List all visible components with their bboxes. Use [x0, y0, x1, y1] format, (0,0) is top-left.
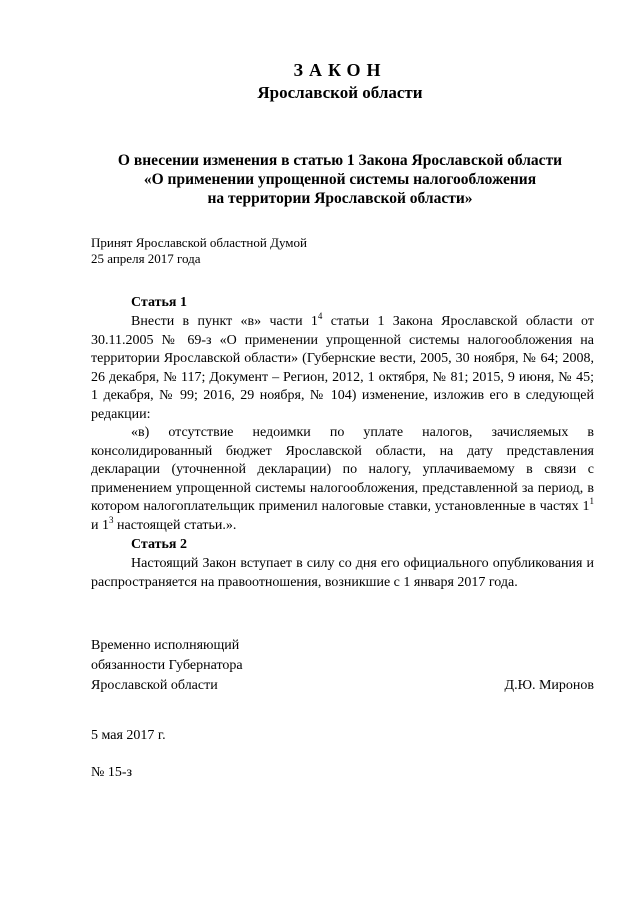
article-1-p1-text-b: статьи 1 Закона Ярославской области от 30.11.2005 № 69-з «О применении упрощенной системы налогообложения на территории Ярославской области» (Губернские вести, 2005, 30 ноября, № 64; 2008, 26 декабря, № 117; Документ – Регион, 2012, 1 октября, № 81; 2015, 9 июня, № 45; 1 декабря, № 99; 2016, 29 ноября, № 104) изменение, изложив его в следующей редакции: — [91, 314, 594, 422]
signature-line-2: обязанности Губернатора — [91, 658, 243, 673]
law-region: Ярославской области — [257, 83, 423, 102]
signatory-name: Д.Ю. Миронов — [504, 678, 594, 693]
article-1-p2-text-mid: и 1 — [91, 517, 109, 533]
article-1-title: Статья 1 — [131, 295, 187, 310]
article-1-p2-superscript-2: 3 — [109, 514, 114, 525]
article-1-paragraph-1 — [91, 313, 594, 424]
law-heading-line-3: на территории Ярославской области» — [207, 190, 473, 207]
article-1-p1-text-a: Внести в пункт «в» части 1 — [131, 314, 318, 329]
article-1-p2-text-end: настоящей статьи.». — [113, 517, 237, 533]
adopted-by: Принят Ярославской областной Думой — [91, 235, 307, 250]
article-2-paragraph: Настоящий Закон вступает в силу со дня его официального опубликования и распространяется на правоотношения, возникшие с 1 января 2017 года. — [91, 556, 594, 590]
article-2-title: Статья 2 — [131, 537, 187, 552]
signature-line-3: Ярославской области — [91, 678, 218, 693]
article-1-p2-superscript-1: 1 — [589, 496, 594, 506]
signature-line-1: Временно исполняющий — [91, 638, 240, 653]
law-heading-line-2: «О применении упрощенной системы налогообложения — [143, 171, 537, 188]
adopted-date: 25 апреля 2017 года — [91, 251, 201, 266]
article-1-p2-text-a: «в) отсутствие недоимки по уплате налогов, зачисляемых в консолидированный бюджет Ярославской области, на дату представления декларации (уточненной декларации) по налогу, уплачиваемому в связи с применением упрощенной системы налогообложения, представленной за период, в котором налогоплательщик применил налоговые ставки, установленные в частях 1 — [91, 425, 594, 514]
signing-date: 5 мая 2017 г. — [91, 728, 166, 743]
law-title: ЗАКОН — [293, 60, 387, 80]
article-1-paragraph-2 — [91, 424, 594, 535]
law-heading-line-1: О внесении изменения в статью 1 Закона Ярославской области — [117, 152, 563, 169]
law-number: № 15-з — [91, 765, 133, 780]
article-1-p1-superscript: 4 — [317, 311, 323, 321]
